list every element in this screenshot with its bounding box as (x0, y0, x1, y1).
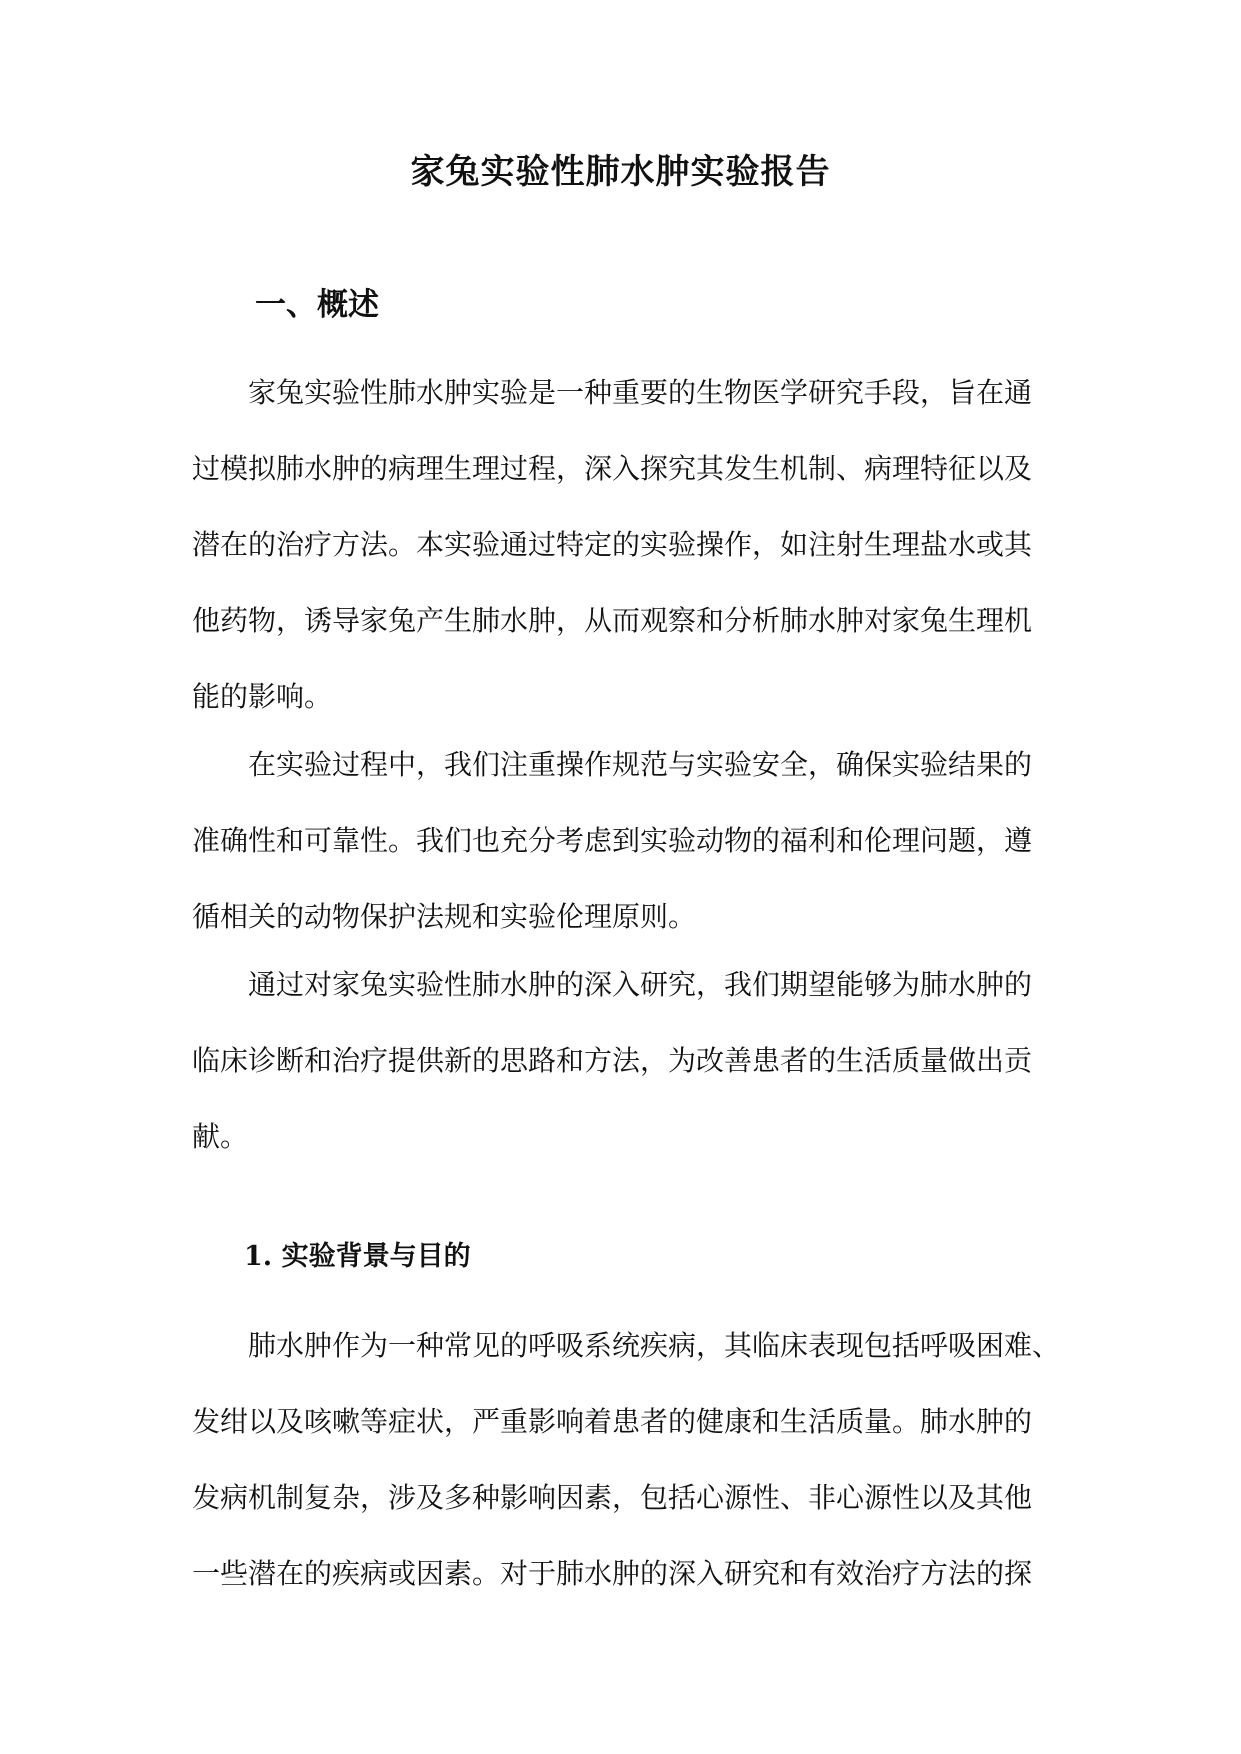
paragraph-line: 发绀以及咳嗽等症状，严重影响着患者的健康和生活质量。肺水肿的 (192, 1405, 1033, 1438)
paragraph-line: 家兔实验性肺水肿实验是一种重要的生物医学研究手段，旨在通 (248, 376, 1033, 409)
paragraph-line: 潜在的治疗方法。本实验通过特定的实验操作，如注射生理盐水或其 (192, 528, 1033, 561)
overview-paragraph-2 (192, 727, 1052, 955)
paragraph-line: 能的影响。 (192, 680, 333, 713)
paragraph-line: 临床诊断和治疗提供新的思路和方法，为改善患者的生活质量做出贡 (192, 1044, 1033, 1077)
background-paragraph-1 (192, 1308, 1061, 1612)
paragraph-line: 循相关的动物保护法规和实验伦理原则。 (192, 900, 697, 933)
paragraph-line: 在实验过程中，我们注重操作规范与实验安全，确保实验结果的 (248, 748, 1033, 781)
overview-paragraph-1 (192, 355, 1052, 735)
paragraph-line: 献。 (192, 1120, 249, 1153)
subsection-heading-background: 1. 实验背景与目的 (244, 1241, 471, 1272)
section-heading-overview: 一、概述 (255, 287, 379, 323)
paragraph-line: 过模拟肺水肿的病理生理过程，深入探究其发生机制、病理特征以及 (192, 452, 1033, 485)
paragraph-line: 发病机制复杂，涉及多种影响因素，包括心源性、非心源性以及其他 (192, 1481, 1033, 1514)
paragraph-line: 他药物，诱导家兔产生肺水肿，从而观察和分析肺水肿对家兔生理机 (192, 604, 1033, 637)
paragraph-line: 一些潜在的疾病或因素。对于肺水肿的深入研究和有效治疗方法的探 (192, 1557, 1033, 1590)
paragraph-line: 准确性和可靠性。我们也充分考虑到实验动物的福利和伦理问题，遵 (192, 824, 1033, 857)
paragraph-line: 通过对家兔实验性肺水肿的深入研究，我们期望能够为肺水肿的 (248, 968, 1033, 1001)
document-title: 家兔实验性肺水肿实验报告 (410, 152, 831, 192)
paragraph-line: 肺水肿作为一种常见的呼吸系统疾病，其临床表现包括呼吸困难、 (248, 1329, 1061, 1362)
overview-paragraph-3 (192, 947, 1052, 1175)
